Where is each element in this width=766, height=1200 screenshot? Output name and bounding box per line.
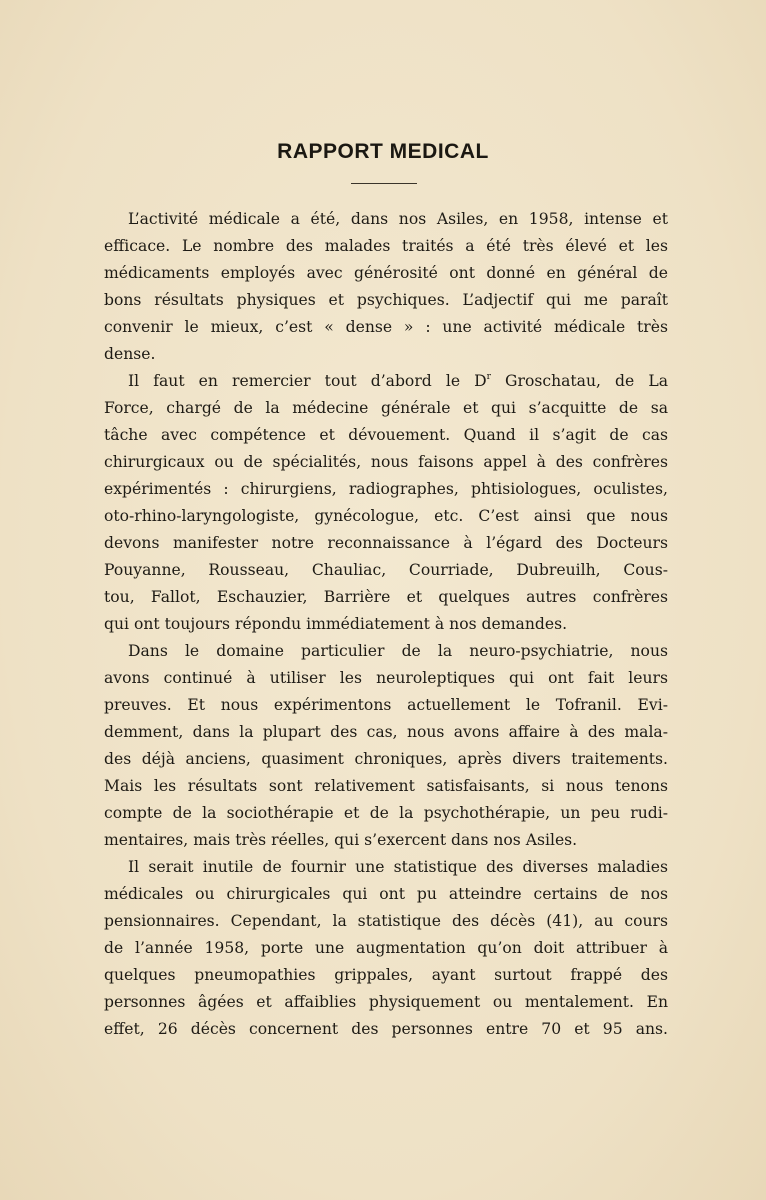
text-line: demment, dans la plupart des cas, nous avons affaire à des mala- <box>104 723 668 741</box>
text-line: Force, chargé de la médecine générale et qui s’acquitte de sa <box>104 399 668 417</box>
text-line: oto-rhino-laryngologiste, gynécologue, etc. C’est ainsi que nous <box>104 507 668 525</box>
text-line: tou, Fallot, Eschauzier, Barrière et quelques autres confrères <box>104 588 668 606</box>
text-line: pensionnaires. Cependant, la statistique des décès (41), au cours <box>104 912 668 930</box>
text-segment: Groschatau, de La <box>490 372 668 390</box>
text-line: médicaments employés avec générosité ont donné en général de <box>104 264 668 282</box>
text-line: des déjà anciens, quasiment chroniques, après divers traitements. <box>104 750 668 768</box>
text-line: Mais les résultats sont relativement satisfaisants, si nous tenons <box>104 777 668 795</box>
report-body <box>104 206 668 1043</box>
text-line: tâche avec compétence et dévouement. Quand il s’agit de cas <box>104 426 668 444</box>
text-line: personnes âgées et affaiblies physiquement ou mentalement. En <box>104 993 668 1011</box>
text-line: Dans le domaine particulier de la neuro-psychiatrie, nous <box>128 642 668 660</box>
paragraph-1 <box>104 206 668 368</box>
text-line: dense. <box>104 345 156 363</box>
text-line: expérimentés : chirurgiens, radiographes, phtisiologues, oculistes, <box>104 480 668 498</box>
text-line: chirurgicaux ou de spécialités, nous faisons appel à des confrères <box>104 453 668 471</box>
text-line <box>104 368 668 395</box>
title-divider <box>351 183 417 184</box>
text-line: mentaires, mais très réelles, qui s’exercent dans nos Asiles. <box>104 831 578 849</box>
text-line: qui ont toujours répondu immédiatement à nos demandes. <box>104 615 568 633</box>
text-line: preuves. Et nous expérimentons actuellement le Tofranil. Evi- <box>104 696 668 714</box>
paragraph-3 <box>104 638 668 854</box>
text-line: compte de la sociothérapie et de la psychothérapie, un peu rudi- <box>104 804 668 822</box>
text-line: quelques pneumopathies grippales, ayant surtout frappé des <box>104 966 668 984</box>
page-title: RAPPORT MEDICAL <box>277 140 489 163</box>
text-line: médicales ou chirurgicales qui ont pu atteindre certains de nos <box>104 885 668 903</box>
text-line: convenir le mieux, c’est « dense » : une activité médicale très <box>104 318 668 336</box>
text-line: Pouyanne, Rousseau, Chauliac, Courriade, Dubreuilh, Cous- <box>104 561 668 579</box>
text-line: de l’année 1958, porte une augmentation qu’on doit attribuer à <box>104 939 668 957</box>
text-line: devons manifester notre reconnaissance à l’égard des Docteurs <box>104 534 668 552</box>
paragraph-4 <box>104 854 668 1043</box>
text-line: effet, 26 décès concernent des personnes entre 70 et 95 ans. <box>104 1020 668 1038</box>
superscript: r <box>486 372 491 382</box>
paragraph-2 <box>104 368 668 638</box>
text-line: bons résultats physiques et psychiques. L’adjectif qui me paraît <box>104 291 668 309</box>
text-line: Il serait inutile de fournir une statistique des diverses maladies <box>128 858 668 876</box>
text-line: L’activité médicale a été, dans nos Asiles, en 1958, intense et <box>128 210 668 228</box>
text-line: efficace. Le nombre des malades traités a été très élevé et les <box>104 237 668 255</box>
text-line: avons continué à utiliser les neuroleptiques qui ont fait leurs <box>104 669 668 687</box>
text-segment: Il faut en remercier tout d’abord le D <box>128 372 487 390</box>
